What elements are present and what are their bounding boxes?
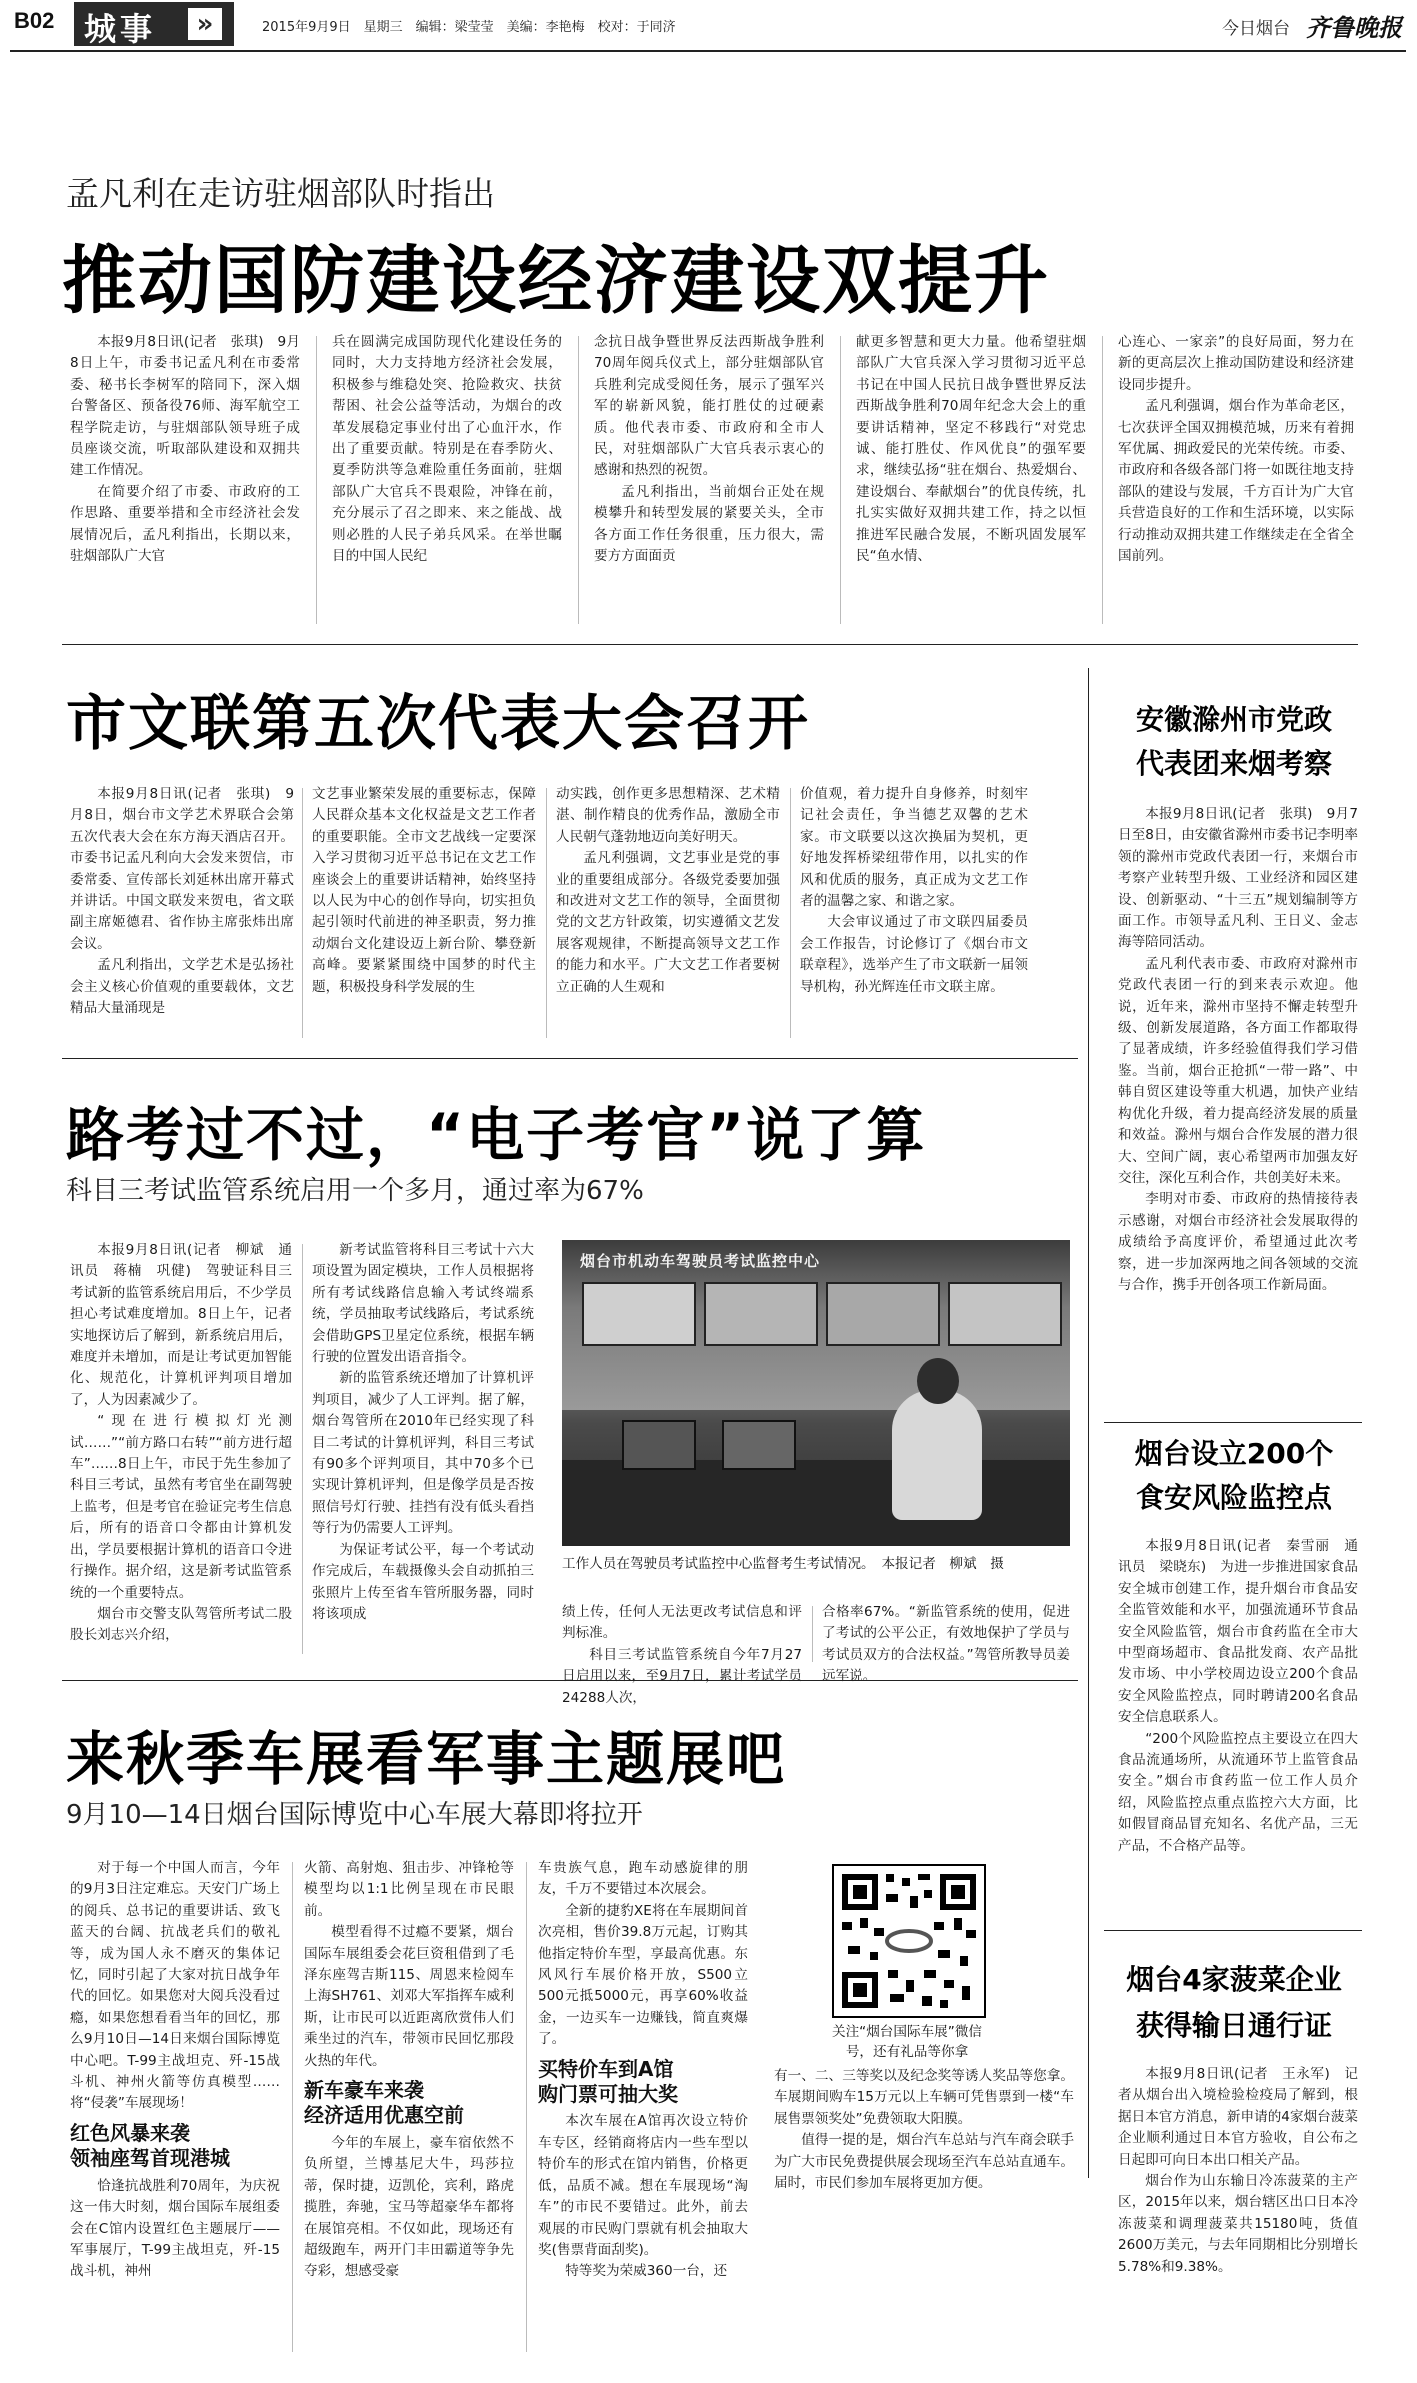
section-divider <box>62 644 1358 645</box>
chevron-right-icon: » <box>188 8 222 40</box>
story3-col-4 <box>822 1602 1070 1685</box>
paragraph: 念抗日战争暨世界反法西斯战争胜利70周年阅兵仪式上，部分驻烟部队官兵胜利完成受阅任务，展示了强军兴军的崭新风貌，能打胜仗的过硬素质。他代表市委、市政府和全市人民，对驻烟部队广大官兵表示衷心的感谢和热烈的祝贺。 <box>594 334 824 479</box>
paragraph: 本报9月8日讯(记者 张琪) 9月7日至8日，由安徽省滁州市委书记李明率领的滁州市党政代表团一行，来烟台市考察产业转型升级、工业经济和园区建设、创新驱动、“十三五”规划编制等方面工作。市领导孟凡利、王日义、金志海等陪同活动。 <box>1118 806 1358 951</box>
story3-subtitle: 科目三考试监管系统启用一个多月，通过率为67% <box>66 1176 644 1206</box>
photo-screen <box>582 1282 696 1346</box>
story4-heading: 购门票可抽大奖 <box>538 2082 678 2107</box>
side1-title-line2: 代表团来烟考察 <box>1135 747 1332 780</box>
paragraph: 新考试监管将科目三考试十六大项设置为固定模块，工作人员根据将所有考试线路信息输入考试终端系统，学员抽取考试线路后，考试系统会借助GPS卫星定位系统，根据车辆行驶的位置发出语音指令。 <box>312 1242 534 1366</box>
paragraph: 对于每一个中国人而言，今年的9月3日注定难忘。天安门广场上的阅兵、总书记的重要讲话、致飞蓝天的台阔、抗战老兵们的敬礼等，成为国人永不磨灭的集体记忆，同时引起了大家对抗日战争年代的回忆。如果您对大阅兵没看过瘾，如果您想看看当年的回忆，那么9月10日—14日来烟台国际博览中心吧。T-99主战坦克、歼-15战斗机、神州火箭等仿真模型……将“侵袭”车展现场！ <box>70 1860 280 2112</box>
column-rule <box>790 788 791 1038</box>
paragraph: 孟凡利指出，文学艺术是弘扬社会主义核心价值观的重要载体，文艺精品大量涌现是 <box>70 957 294 1017</box>
story3-col-1 <box>70 1240 292 1660</box>
story3-col-2 <box>312 1240 534 1660</box>
section-divider <box>62 1058 1078 1059</box>
edition-name: 今日烟台 <box>1222 19 1290 39</box>
paragraph: 绩上传，任何人无法更改考试信息和评判标准。 <box>562 1604 802 1642</box>
sidebar-rule <box>1088 668 1089 2178</box>
paragraph: 今年的车展上，豪车宿依然不负所望，兰博基尼大牛，玛莎拉蒂，保时捷，迈凯伦，宾利，路虎揽胜，奔驰，宝马等超豪华车都将在展馆亮相。不仅如此，现场还有超级跑车，两开门丰田霸道等争先夺彩，想感受豪 <box>304 2134 514 2280</box>
paragraph: 孟凡利代表市委、市政府对滁州市党政代表团一行的到来表示欢迎。他说，近年来，滁州市坚持不懈走转型升级、创新发展道路，各方面工作都取得了显著成绩，许多经验值得我们学习借鉴。当前，烟台正抢抓“一带一路”、中韩自贸区建设等重大机遇，加快产业结构优化升级，着力提高经济发展的质量和效益。滁州与烟台合作发展的潜力很大、空间广阔，衷心希望两市加强友好交往，深化互利合作，共创美好未来。 <box>1118 955 1358 1186</box>
column-rule <box>1102 336 1103 624</box>
story1-col-1 <box>70 332 300 630</box>
column-rule <box>316 336 317 624</box>
story4-heading: 领袖座驾首现港城 <box>70 2146 230 2171</box>
paragraph: 恰逢抗战胜利70周年，为庆祝这一伟大时刻，烟台国际车展组委会在C馆内设置红色主题展厅——军事展厅，T-99主战坦克，歼-15战斗机，神州 <box>70 2177 280 2280</box>
side3-body <box>1118 2064 1358 2304</box>
photo-staff-figure <box>892 1390 982 1520</box>
story2-col-3 <box>556 784 780 1046</box>
paragraph: 新的监管系统还增加了计算机评判项目，减少了人工评判。据了解，烟台驾管所在2010年已经实现了科目二考试的计算机评判，科目三考试有90多个评判项目，其中70多个已实现计算机评判，但是像学员是否按照信号灯行驶、挂挡有没有低头看挡等行为仍需要人工评判。 <box>312 1370 534 1537</box>
paragraph: 特等奖为荣威360一台，还 <box>565 2263 728 2280</box>
story1-title: 推动国防建设经济建设双提升 <box>62 238 1050 324</box>
story3-title: 路考过不过，“电子考官”说了算 <box>66 1101 927 1169</box>
paragraph: 动实践，创作更多思想精深、艺术精湛、制作精良的优秀作品，激励全市人民朝气蓬勃地迈向美好明天。 <box>556 786 780 845</box>
side2-body <box>1118 1536 1358 1922</box>
paragraph: 火箭、高射炮、狙击步、冲锋枪等模型均以1:1比例呈现在市民眼前。 <box>304 1860 514 1919</box>
story4-col-1 <box>70 1858 280 2358</box>
paragraph: 本报9月8日讯(记者 王永军) 记者从烟台出入境检验检疫局了解到，根据日本官方消息，新申请的4家烟台菠菜企业顺利通过日本官方验收，自公布之日起即可向日本出口相关产品。 <box>1118 2066 1358 2168</box>
story4-subtitle: 9月10—14日烟台国际博览中心车展大幕即将拉开 <box>66 1800 643 1830</box>
story3-col-3 <box>562 1602 802 1706</box>
story4-col-5 <box>774 2066 1074 2358</box>
paragraph: 为保证考试公平，每一个考试动作完成后，车载摄像头会自动抓拍三张照片上传至省车管所服务器，同时将该项成 <box>312 1541 534 1622</box>
section-name: 城事 <box>84 10 157 48</box>
paragraph: 孟凡利强调，文艺事业是党的事业的重要组成部分。各级党委要加强和改进对文艺工作的领导，全面贯彻党的文艺方针政策，切实遵循文艺发展客观规律，不断提高领导文艺工作的能力和水平。广大文艺工作者要树立正确的人生观和 <box>556 850 780 995</box>
section-divider <box>62 1680 1078 1681</box>
paragraph: 在简要介绍了市委、市政府的工作思路、重要举措和全市经济社会发展情况后，孟凡利指出，长期以来，驻烟部队广大官 <box>70 483 300 565</box>
story4-heading: 买特价车到A馆 <box>538 2056 674 2081</box>
paragraph: 烟台市交警支队驾管所考试二股股长刘志兴介绍， <box>70 1605 292 1644</box>
column-rule <box>840 336 841 624</box>
masthead <box>0 0 1417 54</box>
paragraph: 烟台作为山东输日冷冻菠菜的主产区，2015年以来，烟台辖区出口日本冷冻菠菜和调理菠菜共15180吨，货值2600万美元，与去年同期相比分别增长5.78%和9.38%。 <box>1118 2173 1358 2275</box>
paragraph: 献更多智慧和更大力量。他希望驻烟部队广大官兵深入学习贯彻习近平总书记在中国人民抗日战争暨世界反法西斯战争胜利70周年纪念大会上的重要讲话精神，坚定不移践行“对党忠诚、能打胜仗、作风优良”的强军要求，继续弘扬“驻在烟台、热爱烟台、建设烟台、奉献烟台”的优良传统，扎扎实实做好双拥共建工作，持之以恒推进军民融合发展，不断巩固发展军民“鱼水情、 <box>856 334 1086 565</box>
column-rule <box>578 336 579 624</box>
paragraph: 有一、二、三等奖以及纪念奖等诱人奖品等您拿。车展期间购车15万元以上车辆可凭售票到一楼“车展售票领奖处”免费领取大阳膜。 <box>774 2068 1074 2127</box>
photo-overlay-text: 烟台市机动车驾驶员考试监控中心 <box>580 1252 821 1270</box>
side2-title-line2: 食安风险监控点 <box>1135 1481 1332 1514</box>
paragraph: 文艺事业繁荣发展的重要标志，保障人民群众基本文化权益是文艺工作者的重要职能。全市文艺战线一定要深入学习贯彻习近平总书记在文艺工作座谈会上的重要讲话精神，始终坚持以人民为中心的创作导向，切实担负起引领时代前进的神圣职责，努力推动烟台文化建设迈上新台阶、攀登新高峰。要紧紧围绕中国梦的时代主题，积极投身科学发展的生 <box>312 786 536 995</box>
photo-monitoring-center <box>562 1240 1070 1546</box>
story4-col-2 <box>304 1858 514 2358</box>
paragraph: 本次车展在A馆再次设立特价车专区，经销商将店内一些车型以特价车的形式在馆内销售，价格更低，品质不减。想在车展现场“淘车”的市民不要错过。此外，前去观展的市民购门票就有机会抽取大奖(售票背面刮奖)。 <box>538 2113 748 2258</box>
qr-code[interactable] <box>832 1864 986 2018</box>
story4-col-3 <box>538 1858 748 2358</box>
paragraph: 值得一提的是，烟台汽车总站与汽车商会联手为广大市民免费提供展会现场至汽车总站直通车。届时，市民们参加车展将更加方便。 <box>774 2132 1074 2192</box>
paragraph: 本报9月8日讯(记者 张琪) 9月8日，烟台市文学艺术界联合会第五次代表大会在东方海天酒店召开。市委书记孟凡利向大会发来贺信，市委常委、宣传部长刘延林出席开幕式并讲话。中国文联发来贺电，省文联副主席姬德君、省作协主席张炜出席会议。 <box>70 786 294 952</box>
paragraph: 本报9月8日讯(记者 秦雪丽 通讯员 梁晓东) 为进一步推进国家食品安全城市创建工作，提升烟台市食品安全监管效能和水平，加强流通环节食品安全风险监管，烟台市食药监在全市大中型商场超市、食品批发商、农产品批发市场、中小学校周边设立200个食品安全风险监控点，同时聘请200名食品安全信息联系人。 <box>1118 1538 1358 1726</box>
paragraph: 李明对市委、市政府的热情接待表示感谢，对烟台市经济社会发展取得的成绩给予高度评价，希望通过此次考察，进一步加深两地之间各领域的交流与合作，携手开创各项工作新局面。 <box>1118 1191 1358 1293</box>
photo-caption: 工作人员在驾驶员考试监控中心监督考生考试情况。 本报记者 柳斌 摄 <box>562 1556 1004 1572</box>
paragraph: 科目三考试监管系统自今年7月27日启用以来，至9月7日，累计考试学员24288人次， <box>562 1646 802 1706</box>
side2-title-line1: 烟台设立200个 <box>1134 1437 1334 1470</box>
column-rule <box>292 1862 293 2352</box>
paragraph: 车贵族气息，跑车动感旋律的朋友，千万不要错过本次展会。 <box>538 1860 748 1898</box>
issue-meta: 2015年9月9日 星期三 编辑：梁莹莹 美编：李艳梅 校对：于同济 <box>262 20 676 35</box>
photo-staff-head <box>917 1358 959 1404</box>
photo-desk <box>562 1460 1070 1546</box>
qr-code-graphic <box>834 1866 984 2016</box>
photo-screen <box>826 1282 940 1346</box>
newspaper-logo: 齐鲁晚报 <box>1306 13 1402 42</box>
column-rule <box>526 1862 527 2352</box>
story2-col-2 <box>312 784 536 1046</box>
column-rule <box>302 1244 303 1654</box>
paragraph: 价值观，着力提升自身修养，时刻牢记社会责任，争当德艺双馨的艺术家。市文联要以这次换届为契机，更好地发挥桥梁纽带作用，以扎实的作风和优质的服务，真正成为文艺工作者的温馨之家、和谐之家。 <box>800 786 1028 910</box>
column-rule <box>812 1606 813 1662</box>
paragraph: “200个风险监控点主要设立在四大食品流通场所，从流通环节上监管食品安全。”烟台市食药监一位工作人员介绍，风险监控点重点监控六大方面，比如假冒商品冒充知名、名优产品，三无产品，不合格产品等。 <box>1118 1730 1358 1854</box>
photo-monitor <box>722 1420 796 1470</box>
story1-col-4 <box>856 332 1086 630</box>
story1-col-2 <box>332 332 562 630</box>
paragraph: 孟凡利指出，当前烟台正处在规模攀升和转型发展的紧要关头，全市各方面工作任务很重，压力很大，需要方方面面贡 <box>594 483 824 565</box>
side1-title-line1: 安徽滁州市党政 <box>1135 703 1332 736</box>
paragraph: 全新的捷豹XE将在车展期间首次亮相，售价39.8万元起，订购其他指定特价车型，享最高优惠。东风风行车展价格开放，S500立500元抵5000元，再享60%收益金，一边买车一边赚钱，简直爽爆了。 <box>538 1902 748 2048</box>
photo-monitor <box>622 1420 696 1470</box>
paragraph: 心连心、一家亲”的良好局面，努力在新的更高层次上推动国防建设和经济建设同步提升。 <box>1118 334 1354 393</box>
story2-title: 市文联第五次代表大会召开 <box>66 689 810 759</box>
paragraph: 兵在圆满完成国防现代化建设任务的同时，大力支持地方经济社会发展，积极参与维稳处突、抢险救灾、扶贫帮困、社会公益等活动，为烟台的改革发展稳定事业付出了心血汗水，作出了重要贡献。特别是在春季防火、夏季防洪等急难险重任务面前，驻烟部队广大官兵不畏艰险，冲锋在前，充分展示了召之即来、来之能战、战则必胜的人民子弟兵风采。在举世瞩目的中国人民纪 <box>332 334 562 565</box>
story1-col-3 <box>594 332 824 630</box>
story4-title: 来秋季车展看军事主题展吧 <box>66 1725 787 1793</box>
paragraph: 本报9月8日讯(记者 张琪) 9月8日上午，市委书记孟凡利在市委常委、秘书长李树军的陪同下，深入烟台警备区、预备役76师、海军航空工程学院走访，与驻烟部队领导班子成员座谈交流，听取部队建设和双拥共建工作情况。 <box>70 334 300 479</box>
column-rule <box>546 788 547 1038</box>
masthead-divider <box>10 50 1406 52</box>
photo-screen <box>704 1282 818 1346</box>
story2-col-4 <box>800 784 1028 1046</box>
story4-heading: 红色风暴来袭 <box>70 2120 190 2145</box>
paragraph: 孟凡利强调，烟台作为革命老区，七次获评全国双拥模范城，历来有着拥军优属、拥政爱民的光荣传统。市委、市政府和各级各部门将一如既往地支持部队的建设与发展，千方百计为广大官兵营造良好的工作和生活环境，以实际行动推动双拥共建工作继续走在全省全国前列。 <box>1118 398 1354 565</box>
paragraph: 本报9月8日讯(记者 柳斌 通讯员 蒋楠 巩健) 驾驶证科目三考试新的监管系统启用后，不少学员担心考试难度增加。8日上午，记者实地探访后了解到，新系统启用后，难度并未增加，而是让考试更加智能化、规范化，计算机评判项目增加了，人为因素减少了。 <box>70 1242 292 1408</box>
story4-heading: 经济适用优惠空前 <box>304 2103 464 2128</box>
section-divider <box>1104 1422 1362 1423</box>
story4-heading: 新车豪车来袭 <box>304 2078 424 2103</box>
paragraph: 合格率67%。“新监管系统的使用，促进了考试的公平公正，有效地保护了学员与考试员双方的合法权益。”驾管所教导员姜远军说。 <box>822 1604 1070 1685</box>
side1-body <box>1118 804 1358 1424</box>
paragraph: 模型看得不过瘾不要紧，烟台国际车展组委会花巨资租借到了毛泽东座驾吉斯115、周恩来检阅车上海SH761、刘邓大军指挥车威利斯，让市民可以近距离欣赏伟人们乘坐过的汽车，带领市民回忆那段火热的年代。 <box>304 1924 514 2069</box>
side3-title-line1: 烟台4家菠菜企业 <box>1126 1963 1342 1996</box>
paragraph: 大会审议通过了市文联四届委员会工作报告，讨论修订了《烟台市文联章程》，选举产生了市文联新一届领导机构，孙光辉连任市文联主席。 <box>800 914 1028 995</box>
column-rule <box>302 788 303 1038</box>
story2-col-1 <box>70 784 294 1046</box>
side3-title-line2: 获得输日通行证 <box>1135 2009 1332 2042</box>
page-number: B02 <box>14 8 55 33</box>
qr-caption: 关注“烟台国际车展”微信号，还有礼品等你拿 <box>831 2024 983 2060</box>
story1-col-5 <box>1118 332 1354 630</box>
section-divider <box>1104 1930 1362 1931</box>
story1-kicker: 孟凡利在走访驻烟部队时指出 <box>66 174 495 213</box>
paragraph: “现在进行模拟灯光测试……”“前方路口右转”“前方进行超车”……8日上午，市民于先生参加了科目三考试，虽然有考官坐在副驾驶上监考，但是考官在验证完考生信息后，所有的语音口令都由计算机发出，学员要根据计算机的语音口令进行操作。据介绍，这是新考试监管系统的一个重要特点。 <box>70 1413 292 1601</box>
photo-screen <box>948 1282 1062 1346</box>
